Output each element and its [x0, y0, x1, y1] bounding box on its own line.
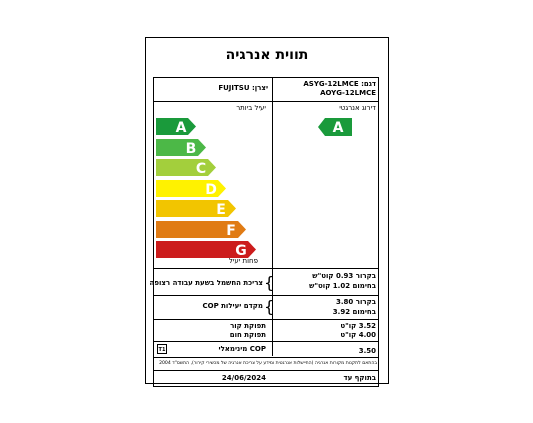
cooling-output-value: 3.52 קו"ט — [340, 322, 376, 330]
scale-letter: B — [185, 140, 197, 156]
valid-until-label: בתוקף עד — [343, 374, 376, 382]
least-efficient-label: פחות יעיל — [228, 257, 258, 265]
scale-arrow-g — [156, 241, 256, 257]
scale-arrow-b — [156, 139, 206, 155]
valid-until-date: 24/06/2024 — [221, 374, 266, 382]
row-divider — [153, 357, 379, 358]
scale-arrow-f — [156, 221, 246, 237]
scale-letter: D — [205, 181, 217, 197]
scale-letter: A — [175, 120, 187, 135]
row-divider — [153, 319, 379, 320]
scale-arrow-a — [156, 118, 196, 134]
cop-heating: בחימום 3.92 — [332, 308, 376, 316]
energy-rating-label: דירוג אנרגטי — [339, 104, 376, 112]
cop-cooling: בקרור 3.80 — [336, 298, 376, 306]
most-efficient-label: יעיל ביותר — [236, 104, 266, 112]
row-divider — [153, 295, 379, 296]
rating-letter: A — [332, 120, 344, 136]
cop-label: מקדם יעילות COP — [202, 302, 263, 310]
power-consumption-label: צריכת החשמל בשעת עבודה רצופה — [149, 279, 263, 287]
scale-letter: E — [216, 202, 226, 217]
manufacturer: יצרן: FUJITSU — [218, 84, 268, 92]
scale-arrow-c — [156, 159, 216, 175]
row-divider — [153, 101, 379, 102]
label-title: תווית אנרגיה — [225, 47, 309, 63]
regulation-footnote: בהתאם לתקנות מקורות אנרגיה (החיישלות אנרגטית ומידע על צריכת אנרגיה של מכשירי קירור), התשס"ד 2004 — [159, 361, 377, 366]
cooling-output-label: תפוקת קור — [230, 322, 266, 330]
t1-badge: T1 — [157, 344, 167, 354]
min-cop-label: COP מינימאלי — [218, 345, 266, 353]
min-cop-value: 3.50 — [358, 347, 376, 355]
scale-arrow-d — [156, 180, 226, 196]
brace: { — [264, 273, 275, 292]
model-name: דגם: ASYG-12LMCE AOYG-12LMCE — [303, 80, 376, 97]
scale-letter: G — [235, 243, 247, 258]
row-divider — [153, 268, 379, 269]
heating-output-label: תפוקת חום — [229, 331, 266, 339]
heating-output-value: 4.00 קו"ט — [340, 331, 376, 339]
power-cooling: בקרור 0.93 קוט"ש — [312, 272, 376, 280]
scale-letter: F — [226, 222, 236, 238]
brace: { — [264, 297, 275, 316]
row-divider — [153, 341, 379, 342]
scale-letter: C — [195, 161, 207, 176]
power-heating: בחימום 1.02 קוט"ש — [309, 282, 376, 290]
row-divider — [153, 370, 379, 371]
scale-arrow-e — [156, 200, 236, 216]
rating-arrow — [318, 118, 352, 134]
